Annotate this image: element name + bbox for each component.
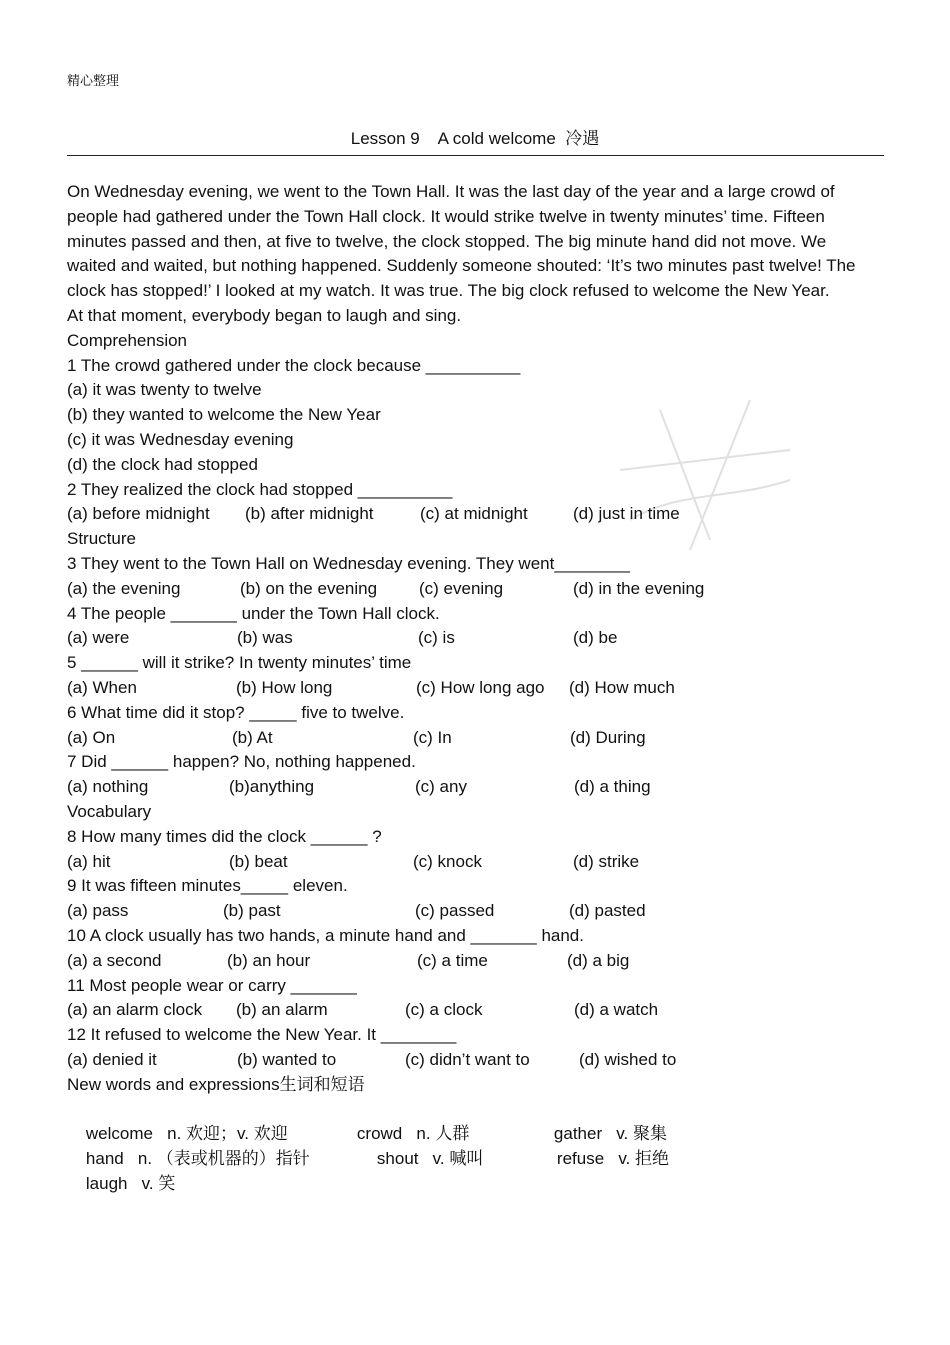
question-1: 1 The crowd gathered under the clock because __________ — [67, 355, 521, 375]
q11-option-c: (c) a clock — [405, 1000, 483, 1020]
q3-option-c: (c) evening — [419, 578, 504, 598]
passage-line: waited and waited, but nothing happened. Suddenly someone shouted: ‘It’s two minutes past twelve! The — [67, 256, 856, 276]
section-structure: Structure — [67, 529, 136, 549]
question-9: 9 It was fifteen minutes_____ eleven. — [67, 876, 348, 896]
vocab-hand: hand n. （表或机器的）指针 — [85, 1149, 310, 1169]
question-3: 3 They went to the Town Hall on Wednesday evening. They went________ — [67, 553, 630, 573]
passage-line: people had gathered under the Town Hall clock. It would strike twelve in twenty minutes’ time. Fifteen — [67, 206, 825, 226]
q7-option-a: (a) nothing — [67, 777, 149, 797]
section-vocabulary: Vocabulary — [67, 801, 152, 821]
q12-option-b: (b) wanted to — [237, 1049, 337, 1069]
title-divider — [67, 155, 884, 156]
q10-option-b: (b) an hour — [227, 950, 311, 970]
q3-option-b: (b) on the evening — [240, 578, 378, 598]
q4-option-b: (b) was — [237, 628, 293, 648]
vocab-gather: gather v. 聚集 — [553, 1124, 667, 1144]
q12-option-d: (d) wished to — [579, 1049, 677, 1069]
q6-option-c: (c) In — [413, 727, 452, 747]
q4-option-c: (c) is — [418, 628, 455, 648]
q12-options — [67, 1048, 889, 1073]
vocab-shout: shout v. 喊叫 — [376, 1149, 484, 1169]
q8-options — [67, 850, 889, 875]
lesson-title: Lesson 9 A cold welcome 冷遇 — [350, 129, 600, 148]
section-comprehension: Comprehension — [67, 330, 188, 350]
q3-option-a: (a) the evening — [67, 578, 181, 598]
q11-option-d: (d) a watch — [574, 1000, 659, 1020]
vocab-laugh: laugh v. 笑 — [85, 1173, 176, 1193]
q1-option-a: (a) it was twenty to twelve — [67, 380, 262, 400]
section-new-words: New words and expressions生词和短语 — [67, 1074, 365, 1094]
q10-option-a: (a) a second — [67, 950, 162, 970]
q9-option-b: (b) past — [223, 901, 281, 921]
q5-option-a: (a) When — [67, 677, 137, 697]
q9-options — [67, 899, 889, 924]
passage-line: On Wednesday evening, we went to the Town Hall. It was the last day of the year and a large crowd of — [67, 182, 835, 201]
q3-options — [67, 577, 889, 602]
q8-option-b: (b) beat — [229, 851, 288, 871]
question-4: 4 The people _______ under the Town Hall clock. — [67, 603, 440, 623]
q6-options — [67, 726, 889, 751]
q2-option-b: (b) after midnight — [245, 504, 374, 524]
question-11: 11 Most people wear or carry _______ — [67, 975, 357, 995]
q7-option-b: (b)anything — [229, 777, 315, 797]
q5-option-d: (d) How much — [569, 677, 675, 697]
q1-option-d: (d) the clock had stopped — [67, 454, 258, 474]
q12-option-c: (c) didn’t want to — [405, 1049, 530, 1069]
passage-line: clock has stopped!’ I looked at my watch. It was true. The big clock refused to welcome the New Year. — [67, 281, 830, 301]
question-10: 10 A clock usually has two hands, a minute hand and _______ hand. — [67, 925, 584, 945]
q7-options — [67, 775, 889, 800]
q9-option-d: (d) pasted — [569, 901, 646, 921]
q11-option-b: (b) an alarm — [236, 1000, 328, 1020]
q4-option-d: (d) be — [573, 628, 618, 648]
question-12: 12 It refused to welcome the New Year. It ________ — [67, 1025, 457, 1045]
passage-line: At that moment, everybody began to laugh and sing. — [67, 305, 462, 325]
question-5: 5 ______ will it strike? In twenty minutes’ time — [67, 653, 412, 673]
q6-option-a: (a) On — [67, 727, 116, 747]
passage-line: minutes passed and then, at five to twelve, the clock stopped. The big minute hand did not move. We — [67, 231, 827, 251]
q1-option-c: (c) it was Wednesday evening — [67, 429, 294, 449]
q5-options — [67, 676, 889, 701]
q12-option-a: (a) denied it — [67, 1049, 157, 1069]
q8-option-d: (d) strike — [573, 851, 640, 871]
q5-option-c: (c) How long ago — [416, 677, 545, 697]
q8-option-c: (c) knock — [413, 851, 482, 871]
q8-option-a: (a) hit — [67, 851, 111, 871]
question-7: 7 Did ______ happen? No, nothing happened. — [67, 752, 416, 772]
vocab-refuse: refuse v. 拒绝 — [556, 1149, 670, 1169]
q4-options — [67, 626, 889, 651]
q1-option-b: (b) they wanted to welcome the New Year — [67, 405, 381, 425]
q2-option-a: (a) before midnight — [67, 504, 210, 524]
q6-option-d: (d) During — [570, 727, 646, 747]
q11-options — [67, 998, 889, 1023]
question-6: 6 What time did it stop? _____ five to twelve. — [67, 702, 405, 722]
question-8: 8 How many times did the clock ______ ? — [67, 826, 382, 846]
q7-option-c: (c) any — [415, 777, 467, 797]
q3-option-d: (d) in the evening — [573, 578, 705, 598]
vocab-row — [67, 1097, 889, 1144]
q10-options — [67, 949, 889, 974]
q4-option-a: (a) were — [67, 628, 130, 648]
q2-option-d: (d) just in time — [573, 504, 680, 524]
q7-option-d: (d) a thing — [574, 777, 651, 797]
q9-option-a: (a) pass — [67, 901, 129, 921]
q2-options — [67, 502, 889, 527]
page-header: 精心整理 — [67, 73, 120, 88]
q6-option-b: (b) At — [232, 727, 273, 747]
q9-option-c: (c) passed — [415, 901, 495, 921]
q2-option-c: (c) at midnight — [420, 504, 528, 524]
q10-option-c: (c) a time — [417, 950, 488, 970]
q11-option-a: (a) an alarm clock — [67, 1000, 203, 1020]
question-2: 2 They realized the clock had stopped __________ — [67, 479, 453, 499]
lesson-body — [67, 180, 889, 1193]
q5-option-b: (b) How long — [236, 677, 333, 697]
vocab-crowd: crowd n. 人群 — [356, 1124, 470, 1144]
q10-option-d: (d) a big — [567, 950, 630, 970]
vocab-welcome: welcome n. 欢迎；v. 欢迎 — [85, 1124, 288, 1144]
